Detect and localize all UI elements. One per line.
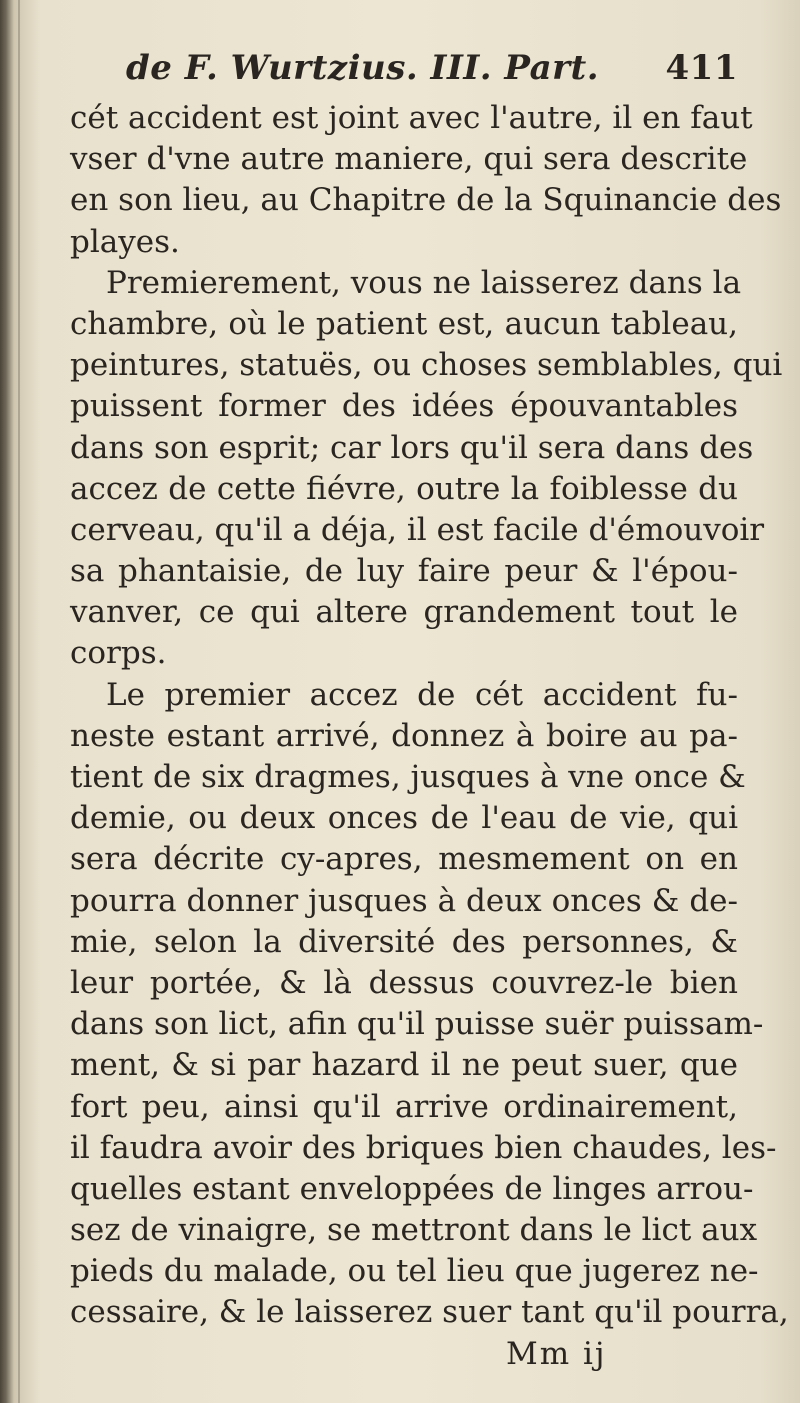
- text-line: Le premier accez de cét accident fu-: [106, 676, 738, 713]
- text-line: dans son esprit; car lors qu'il sera dans des: [70, 429, 754, 466]
- text-line: vser d'vne autre maniere, qui sera descrite: [70, 141, 748, 178]
- text-line: vanver, ce qui altere grandement tout le: [70, 594, 738, 631]
- text-line: sa phantaisie, de luy faire peur & l'épou-: [70, 553, 738, 590]
- text-line: corps.: [70, 635, 167, 672]
- body-text: [70, 98, 789, 1334]
- binding-gutter: [18, 0, 20, 1403]
- text-line: neste estant arrivé, donnez à boire au pa-: [70, 717, 738, 754]
- text-line: chambre, où le patient est, aucun tableau,: [70, 305, 738, 342]
- text-line: cét accident est joint avec l'autre, il en faut: [70, 100, 753, 136]
- text-line: tient de six dragmes, jusques à vne once &: [70, 759, 746, 795]
- text-line: fort peu, ainsi qu'il arrive ordinairement,: [70, 1088, 738, 1125]
- text-line: Premierement, vous ne laisserez dans la: [106, 264, 742, 301]
- text-line: pourra donner jusques à deux onces & de-: [70, 882, 738, 919]
- text-line: cessaire, & le laisserez suer tant qu'il pourra,: [70, 1294, 789, 1331]
- text-line: playes.: [70, 223, 180, 260]
- text-line: dans son lict, afin qu'il puisse suër puissam-: [70, 1006, 764, 1043]
- text-line: accez de cette fiévre, outre la foiblesse du: [70, 470, 738, 507]
- text-line: pieds du malade, ou tel lieu que jugerez ne-: [70, 1253, 759, 1290]
- signature-mark: Mm ij: [506, 1335, 607, 1372]
- text-line: demie, ou deux onces de l'eau de vie, qui: [70, 800, 738, 837]
- text-line: puissent former des idées épouvantables: [70, 388, 738, 425]
- page-number: 411: [665, 48, 738, 88]
- text-line: ment, & si par hazard il ne peut suer, que: [70, 1047, 738, 1084]
- text-line: mie, selon la diversité des personnes, &: [70, 923, 738, 960]
- text-line: il faudra avoir des briques bien chaudes, les-: [70, 1129, 777, 1166]
- running-title: de F. Wurtzius. III. Part.: [126, 48, 600, 88]
- text-line: cerveau, qu'il a déja, il est facile d'émouvoir: [70, 511, 765, 548]
- text-line: sez de vinaigre, se mettront dans le lict aux: [70, 1212, 758, 1249]
- text-line: en son lieu, au Chapitre de la Squinancie des: [70, 182, 782, 219]
- text-line: sera décrite cy-apres, mesmement on en: [70, 841, 738, 878]
- text-line: peintures, statuës, ou choses semblables, qui: [70, 347, 783, 384]
- text-line: leur portée, & là dessus couvrez-le bien: [70, 964, 738, 1001]
- running-header: [70, 40, 738, 98]
- text-line: quelles estant enveloppées de linges arrou-: [70, 1170, 754, 1207]
- text-block: [70, 40, 789, 1375]
